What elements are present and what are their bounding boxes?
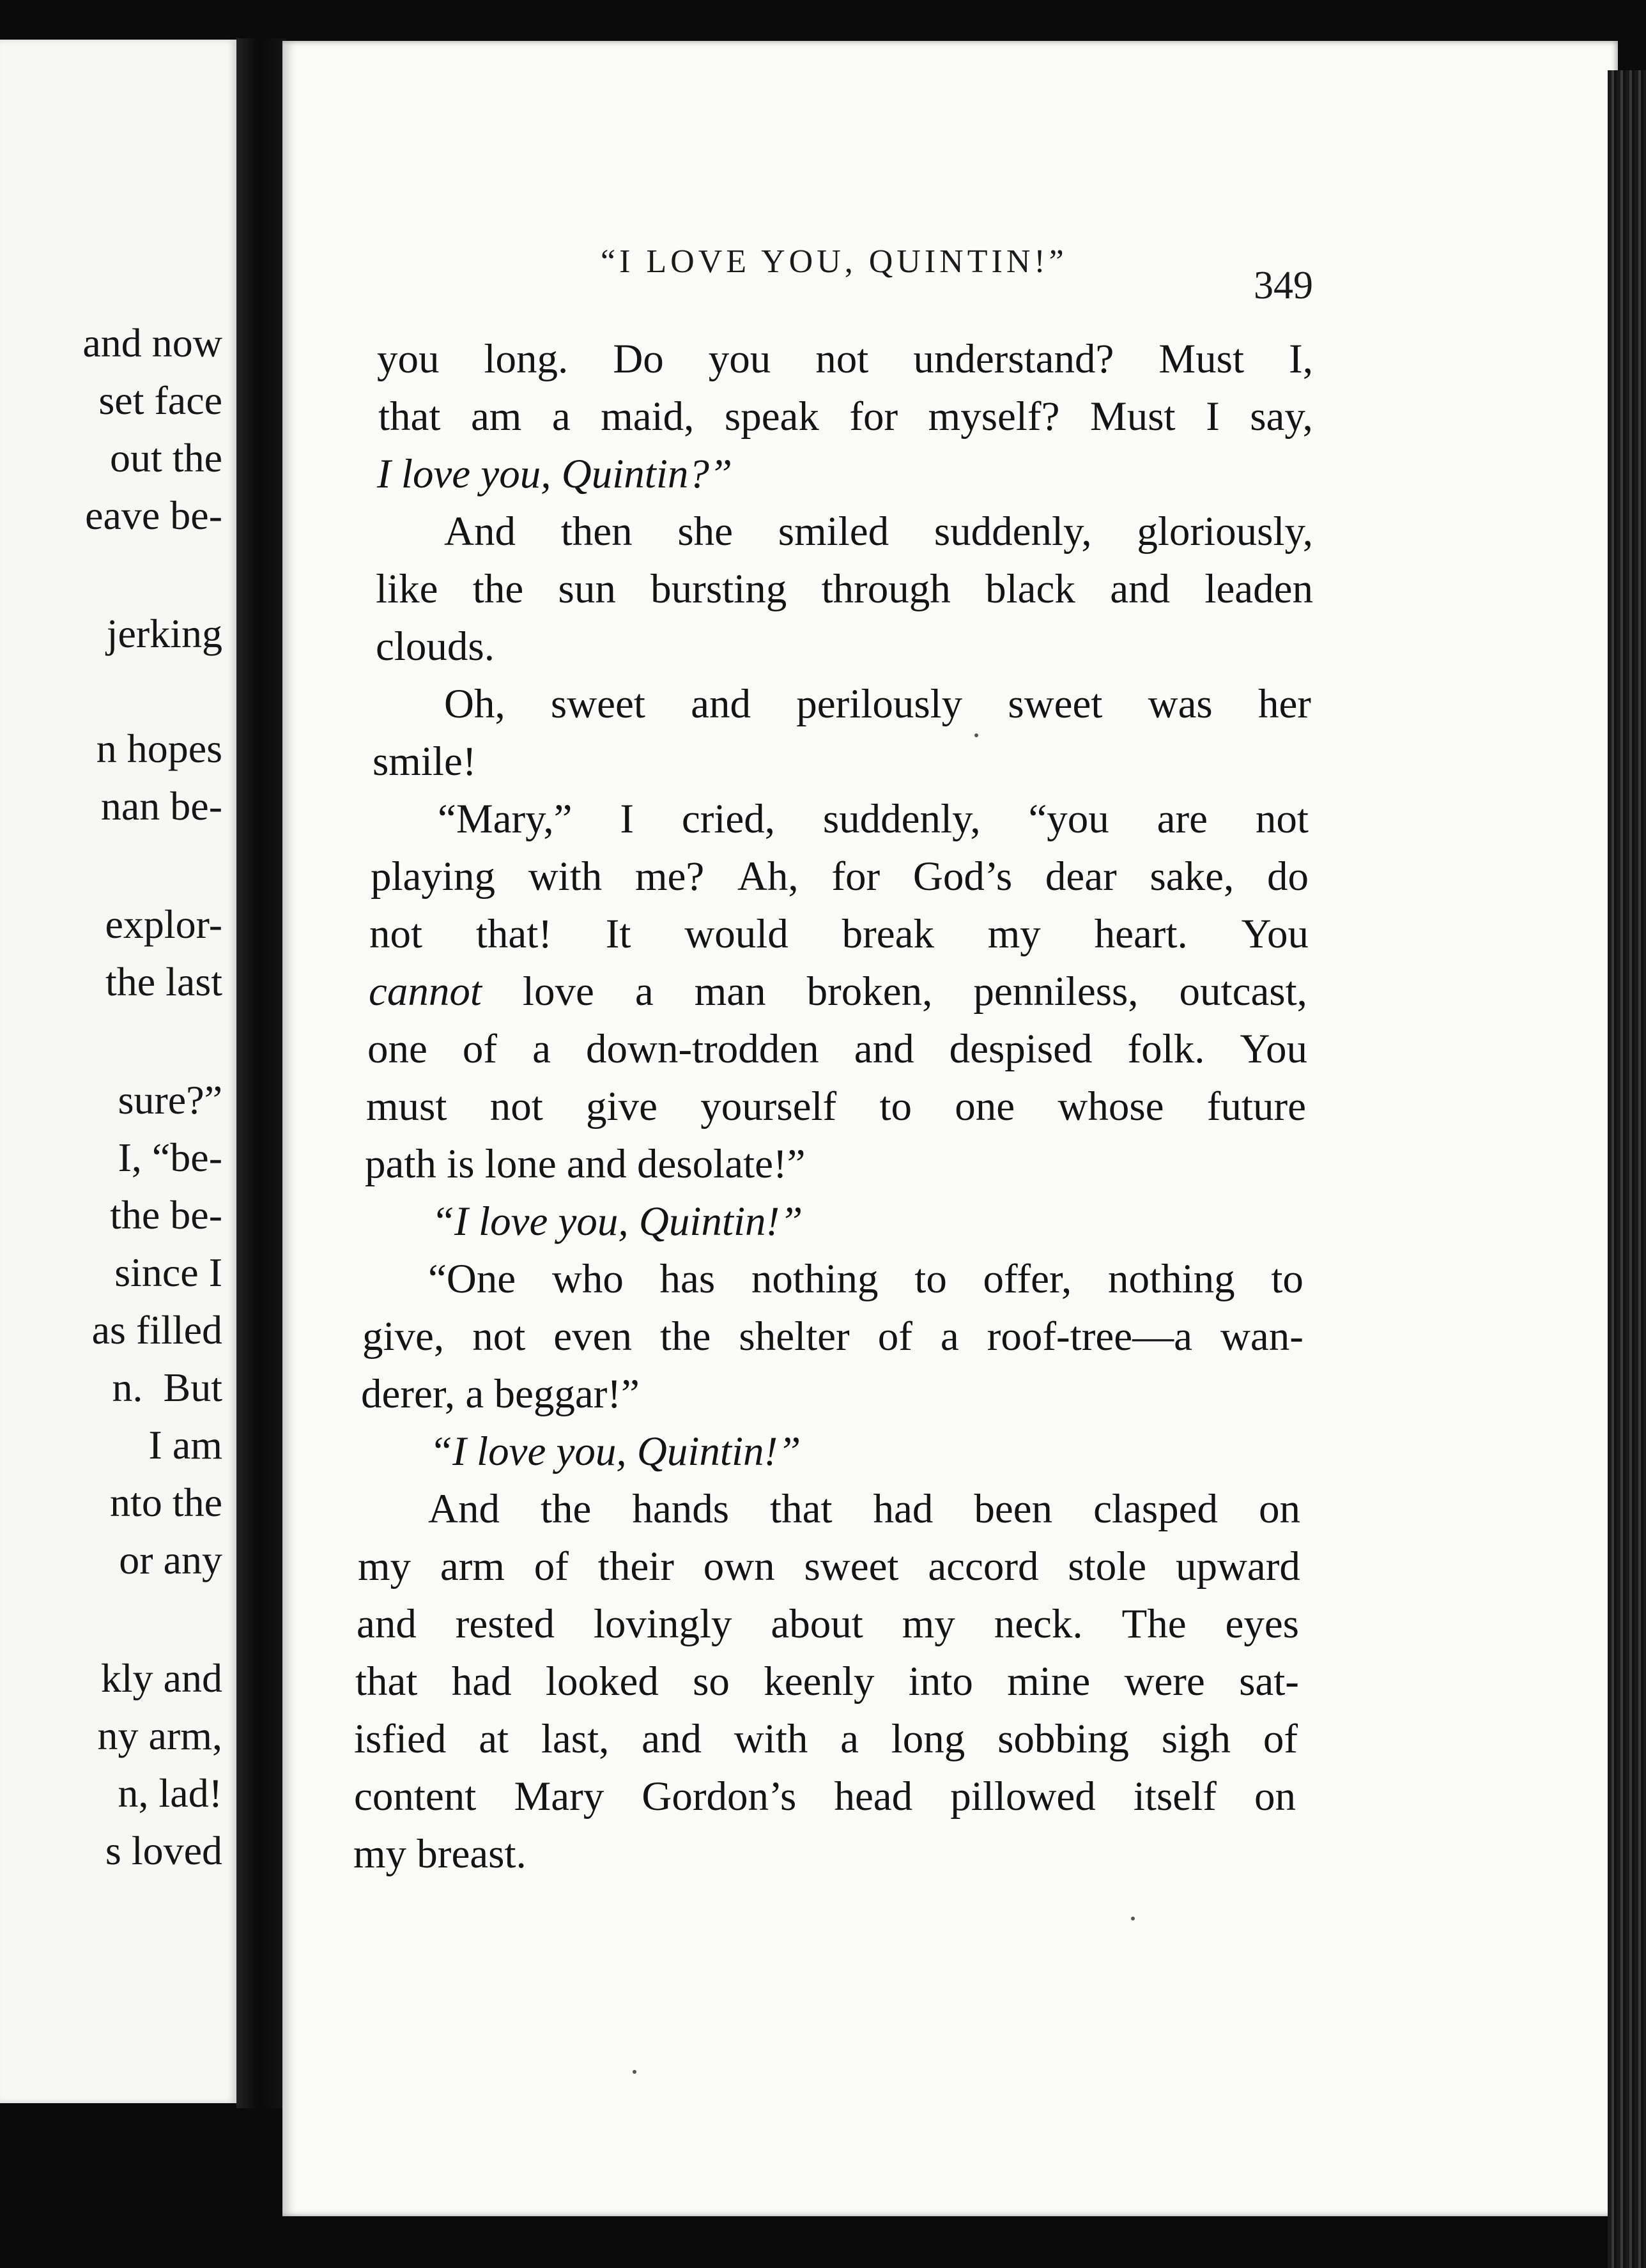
word: despised (949, 1026, 1093, 1072)
text-run: smile! (373, 739, 477, 785)
facing-page-line: out the (110, 435, 222, 480)
text-line (369, 911, 1309, 957)
word: are (1157, 796, 1208, 842)
word: you (377, 336, 440, 382)
word: one (367, 1026, 427, 1072)
facing-page-line: the last (105, 959, 222, 1004)
text-line (357, 1601, 1299, 1647)
text-line (377, 336, 1313, 382)
word: at (479, 1716, 509, 1762)
word: Must (1089, 394, 1176, 440)
word: of (877, 1314, 912, 1360)
word: then (560, 509, 633, 555)
word: lovingly (593, 1601, 732, 1647)
text-line (355, 1661, 1299, 1703)
word: Ah, (737, 854, 799, 900)
word: say, (1250, 394, 1313, 440)
word: yourself (700, 1084, 837, 1130)
facing-page-line: eave be- (85, 493, 222, 538)
word: into (908, 1659, 973, 1705)
facing-page-line: nto the (110, 1480, 222, 1525)
text-line (354, 1716, 1298, 1762)
text-line (376, 626, 1313, 668)
word: even (553, 1314, 632, 1360)
word: give (586, 1084, 658, 1130)
running-head: “I LOVE YOU, QUINTIN!” (601, 243, 1068, 280)
word: of (534, 1544, 569, 1590)
word: were (1124, 1659, 1205, 1705)
facing-page-line: since I (114, 1250, 222, 1295)
text-line (353, 1831, 1296, 1877)
facing-page-line: I am (148, 1422, 222, 1467)
word: not (369, 911, 423, 957)
word: their (597, 1544, 674, 1590)
paper-speck (1131, 1917, 1135, 1920)
text-run: path is lone and desolate!” (365, 1141, 806, 1187)
text-line (377, 451, 1313, 497)
word: neck. (994, 1601, 1083, 1647)
word: dear (1045, 854, 1117, 900)
word: the (472, 566, 524, 612)
word: man (694, 969, 766, 1015)
text-line (369, 971, 1307, 1013)
word: God’s (912, 854, 1013, 900)
word: not (489, 1084, 543, 1130)
word: speak (724, 394, 819, 440)
word: sigh (1161, 1716, 1231, 1762)
word: a (940, 1314, 959, 1360)
word: You (1241, 911, 1309, 957)
text-line (365, 1141, 1306, 1187)
word: “Mary,” (438, 796, 573, 842)
word: of (1263, 1716, 1298, 1762)
word: folk. (1127, 1026, 1205, 1072)
word: mine (1007, 1659, 1091, 1705)
text-line (376, 566, 1313, 612)
word: through (821, 566, 951, 612)
word: has (659, 1256, 716, 1302)
word: that (355, 1659, 418, 1705)
facing-page-line: ny arm, (97, 1713, 222, 1758)
word: a (840, 1716, 859, 1762)
text-line (444, 511, 1313, 553)
word: me? (635, 854, 705, 900)
text-line (361, 1371, 1304, 1417)
word: stole (1068, 1544, 1147, 1590)
word: had (873, 1486, 934, 1532)
text-line (438, 796, 1309, 842)
word: nothing (751, 1256, 879, 1302)
word: break (842, 911, 934, 957)
word: suddenly, (934, 509, 1092, 555)
word: sobbing (997, 1716, 1129, 1762)
word: shelter (739, 1314, 850, 1360)
text-run: derer, a beggar!” (361, 1371, 640, 1417)
word: one (955, 1084, 1015, 1130)
word: and (691, 681, 751, 727)
word: eyes (1225, 1601, 1299, 1647)
word: sweet (1008, 681, 1103, 727)
word: cannot (369, 969, 482, 1015)
word: do (1266, 854, 1309, 900)
word: to (879, 1084, 912, 1130)
word: “you (1028, 796, 1109, 842)
paper-speck (633, 2070, 636, 2074)
text-line (367, 1026, 1307, 1072)
word: love (522, 969, 594, 1015)
word: And (428, 1486, 500, 1532)
text-line (431, 1201, 1306, 1243)
word: so (693, 1659, 730, 1705)
word: for (831, 854, 881, 900)
word: rested (455, 1601, 555, 1647)
word: about (771, 1601, 863, 1647)
word: heart. (1094, 911, 1188, 957)
word: You (1240, 1026, 1307, 1072)
word: I (1206, 394, 1220, 440)
paper-speck (974, 733, 978, 737)
word: that (378, 394, 441, 440)
word: a (551, 394, 571, 440)
facing-page-line: I, “be- (118, 1135, 222, 1180)
text-run: clouds. (376, 624, 495, 670)
word: and (357, 1601, 417, 1647)
word: and (1110, 566, 1171, 612)
word: cried, (681, 796, 776, 842)
book-gutter (236, 38, 286, 2108)
word: of (462, 1026, 498, 1072)
word: arm (440, 1544, 505, 1590)
word: whose (1058, 1084, 1164, 1130)
word: pillowed (950, 1774, 1096, 1820)
word: for (849, 394, 898, 440)
facing-page-line: s loved (105, 1828, 222, 1873)
word: that (770, 1486, 833, 1532)
text-run: my breast. (353, 1831, 527, 1877)
word: a (532, 1026, 551, 1072)
facing-page-line: sure?” (118, 1077, 222, 1123)
text-run: “I love you, Quintin!” (429, 1429, 801, 1475)
word: you (708, 336, 771, 382)
page-edge (1608, 70, 1646, 2268)
word: own (703, 1544, 775, 1590)
facing-page-line: explor- (105, 901, 222, 947)
text-line (378, 396, 1313, 438)
word: on (1258, 1486, 1300, 1532)
text-line (373, 741, 1311, 783)
word: smiled (778, 509, 889, 555)
word: roof-tree—a (987, 1314, 1192, 1360)
word: was (1148, 681, 1213, 727)
word: not (1255, 796, 1309, 842)
facing-page-line: set face (98, 378, 222, 423)
word: been (974, 1486, 1053, 1532)
text-line (354, 1776, 1296, 1818)
word: the (659, 1314, 711, 1360)
word: isfied (354, 1716, 447, 1762)
word: and (642, 1716, 702, 1762)
word: Oh, (444, 681, 505, 727)
word: maid, (601, 394, 695, 440)
facing-page-left (0, 40, 236, 2103)
word: hands (632, 1486, 730, 1532)
word: down-trodden (586, 1026, 819, 1072)
word: perilously (796, 681, 963, 727)
text-line (362, 1316, 1304, 1358)
word: playing (371, 854, 495, 900)
word: keenly (764, 1659, 875, 1705)
facing-page-line: n, lad! (118, 1770, 222, 1816)
word: she (677, 509, 734, 555)
text-line (358, 1546, 1300, 1588)
text-line (428, 1486, 1300, 1532)
word: had (451, 1659, 512, 1705)
word: like (376, 566, 438, 612)
facing-page-line: nan be- (100, 783, 222, 829)
text-run: “I love you, Quintin!” (431, 1199, 803, 1245)
text-run: I love you, Quintin?” (377, 451, 733, 497)
word: her (1258, 681, 1311, 727)
word: last, (541, 1716, 610, 1762)
word: my (358, 1544, 412, 1590)
word: leaden (1204, 566, 1313, 612)
word: understand? (913, 336, 1114, 382)
word: nothing (1108, 1256, 1235, 1302)
facing-page-line: jerking (106, 611, 222, 656)
word: black (985, 566, 1075, 612)
word: my (902, 1601, 955, 1647)
word: am (470, 394, 522, 440)
word: I, (1289, 336, 1313, 382)
word: broken, (806, 969, 933, 1015)
word: Gordon’s (642, 1774, 797, 1820)
text-line (429, 1431, 1302, 1473)
word: not (815, 336, 869, 382)
word: clasped (1093, 1486, 1218, 1532)
word: not (472, 1314, 526, 1360)
word: suddenly, (822, 796, 981, 842)
text-line (366, 1086, 1306, 1128)
word: upward (1175, 1544, 1300, 1590)
page-number: 349 (1254, 264, 1313, 307)
facing-page-line: as filled (91, 1307, 222, 1352)
word: that! (475, 911, 552, 957)
word: to (1271, 1256, 1304, 1302)
word: and (854, 1026, 914, 1072)
word: gloriously, (1137, 509, 1313, 555)
word: the (540, 1486, 592, 1532)
word: sat- (1239, 1659, 1299, 1705)
word: must (366, 1084, 447, 1130)
word: on (1254, 1774, 1296, 1820)
word: I (620, 796, 635, 842)
word: itself (1133, 1774, 1217, 1820)
word: Must (1158, 336, 1245, 382)
word: sake, (1150, 854, 1234, 900)
word: my (987, 911, 1041, 957)
word: sun (558, 566, 616, 612)
word: long. (484, 336, 569, 382)
facing-page-line: kly and (100, 1655, 222, 1701)
word: who (551, 1256, 624, 1302)
facing-page-line: n. But (112, 1365, 222, 1410)
word: And (444, 509, 516, 555)
word: with (528, 854, 603, 900)
word: The (1121, 1601, 1187, 1647)
word: myself? (928, 394, 1060, 440)
word: offer, (983, 1256, 1072, 1302)
facing-page-line: n hopes (96, 726, 222, 771)
word: “One (428, 1256, 516, 1302)
word: outcast, (1179, 969, 1307, 1015)
word: a (635, 969, 654, 1015)
word: head (834, 1774, 913, 1820)
word: future (1206, 1084, 1306, 1130)
word: would (684, 911, 788, 957)
facing-page-line: or any (119, 1537, 222, 1582)
word: give, (362, 1314, 445, 1360)
word: sweet (804, 1544, 899, 1590)
word: long (891, 1716, 965, 1762)
word: Mary (514, 1774, 604, 1820)
word: to (914, 1256, 947, 1302)
facing-page-line: and now (82, 320, 222, 365)
text-line (444, 681, 1311, 727)
text-line (371, 856, 1309, 898)
word: with (734, 1716, 808, 1762)
word: Do (613, 336, 664, 382)
word: content (354, 1774, 477, 1820)
word: looked (545, 1659, 659, 1705)
word: sweet (550, 681, 645, 727)
word: penniless, (973, 969, 1139, 1015)
word: It (605, 911, 631, 957)
word: accord (928, 1544, 1039, 1590)
text-line (428, 1256, 1304, 1302)
facing-page-line: the be- (110, 1192, 222, 1237)
word: bursting (650, 566, 787, 612)
word: wan- (1220, 1314, 1304, 1360)
